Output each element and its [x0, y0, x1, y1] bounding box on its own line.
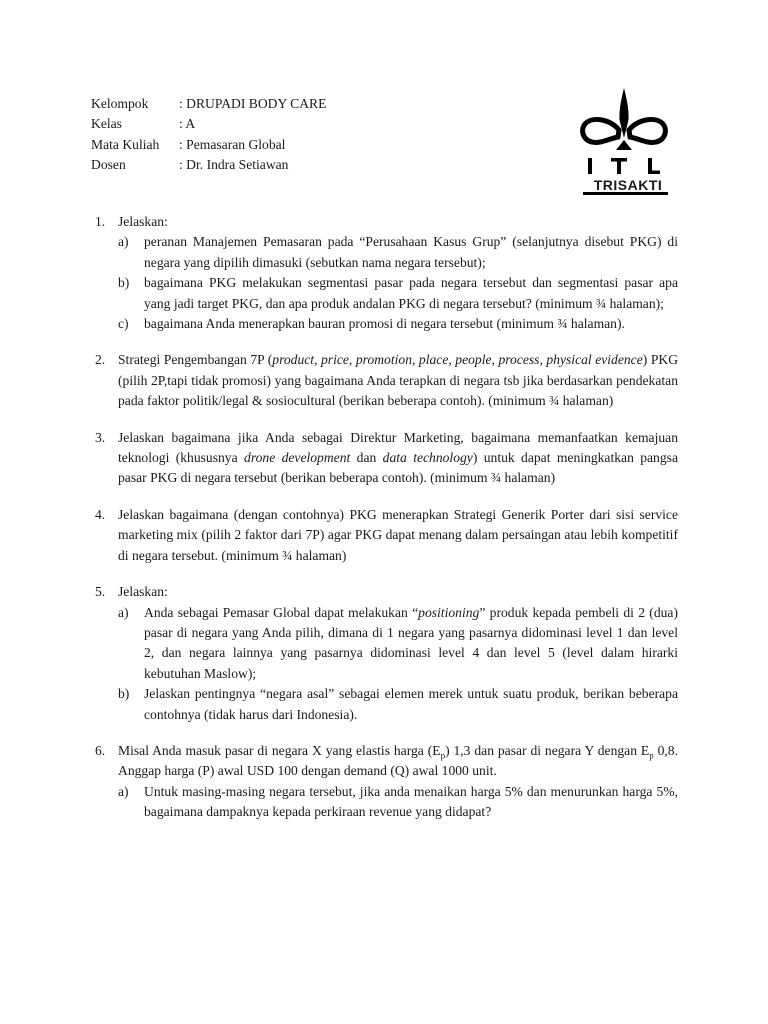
question-text-italic: product, price, promotion, place, people, process, physical evidence — [272, 352, 643, 368]
sub-item-a — [118, 782, 678, 823]
header-value: : Pemasaran Global — [179, 136, 286, 152]
header-value: : A — [179, 116, 196, 132]
question-text: Jelaskan bagaimana (dengan contohnya) PKG menerapkan Strategi Generik Porter dari sisi service marketing mix (pilih 2 faktor dari 7P) agar PKG dapat menang dalam persaingan atau lebih kompetitif di negara tersebut. (minimum ¾ halaman) — [118, 506, 678, 563]
header-row-dosen — [91, 155, 326, 175]
question-number: 6. — [95, 742, 106, 758]
assignment-questions — [95, 212, 678, 839]
question-text-part: 0,8. Anggap harga (P) awal USD 100 dengan demand (Q) awal 1000 unit. — [118, 742, 678, 779]
question-text-italic: data technology — [382, 450, 473, 466]
sub-item-text — [144, 603, 678, 685]
header-label: Mata Kuliah — [91, 136, 160, 152]
question-number: 4. — [95, 506, 106, 522]
sub-item-text-part: ” produk kepada pembeli di 2 (dua) pasar di negara yang Anda pilih, dimana di 1 negara yang pasarnya didominasi level 1 dan level 2, dan negara lainnya yang pasarnya didominasi level 4 dan level 5 (level dalam hirarki kebutuhan Maslow); — [144, 604, 678, 681]
header-row-kelompok — [91, 94, 326, 114]
sub-item-a — [118, 603, 678, 685]
sub-item-b — [118, 684, 678, 725]
question-body — [118, 350, 678, 411]
header-value: : Dr. Indra Setiawan — [179, 157, 289, 173]
question-5 — [95, 582, 678, 725]
sub-item-text-italic: positioning — [418, 604, 480, 620]
sub-item-text: bagaimana Anda menerapkan bauran promosi di negara tersebut (minimum ¾ halaman). — [144, 316, 625, 332]
logo-wordmark: TRISAKTI — [593, 177, 663, 193]
sub-item-letter: a) — [118, 783, 129, 799]
question-number: 2. — [95, 352, 106, 368]
header-info — [91, 94, 326, 176]
question-body — [118, 582, 678, 725]
question-title: Jelaskan: — [118, 214, 168, 229]
question-text: dan — [350, 450, 383, 466]
sub-item-text: Jelaskan pentingnya “negara asal” sebagai elemen merek untuk suatu produk, berikan beberapa contohnya (tidak harus dari Indonesia). — [144, 686, 678, 722]
subscript: p — [440, 750, 446, 761]
question-body — [118, 212, 678, 334]
sub-item-text-part: Anda sebagai Pemasar Global dapat melakukan “ — [144, 604, 419, 620]
sub-item-text: peranan Manajemen Pemasaran pada “Perusahaan Kasus Grup” (selanjutnya disebut PKG) di negara yang dipilih dimasuki (sebutkan nama negara tersebut); — [144, 234, 678, 270]
question-title: Jelaskan: — [118, 584, 168, 600]
sub-item-b — [118, 273, 678, 314]
sub-item-letter: c) — [118, 316, 129, 332]
header-label: Kelompok — [91, 96, 149, 111]
question-text-part: Misal Anda masuk pasar di negara X yang elastis harga (E — [118, 742, 441, 758]
question-text: Jelaskan bagaimana jika Anda sebagai Direktur Marketing, bagaimana memanfaatkan kemajuan teknologi (khususnya — [118, 429, 678, 466]
question-6 — [95, 741, 678, 823]
sub-item-text: Untuk masing-masing negara tersebut, jika anda menaikan harga 5% dan menurunkan harga 5%, bagaimana dampaknya kepada perkiraan revenue yang didapat? — [144, 783, 678, 820]
header-label: Kelas — [91, 116, 122, 132]
sub-item-letter: b) — [118, 275, 130, 291]
question-2 — [95, 350, 678, 411]
sub-item-letter: a) — [118, 234, 129, 250]
question-3 — [95, 428, 678, 489]
header-value: : DRUPADI BODY CARE — [179, 96, 327, 111]
sub-item-c — [118, 314, 678, 334]
sub-item-letter: b) — [118, 686, 130, 702]
question-text-italic: drone development — [244, 450, 351, 466]
sub-item-text: bagaimana PKG melakukan segmentasi pasar pada negara tersebut dan segmentasi pasar apa yang jadi target PKG, dan apa produk andalan PKG di negara tersebut? (minimum ¾ halaman); — [144, 275, 678, 311]
question-text: Strategi Pengembangan 7P ( — [118, 352, 273, 368]
question-number: 3. — [95, 429, 106, 445]
question-1 — [95, 212, 678, 334]
header-row-kelas — [91, 114, 326, 134]
question-text: ) untuk dapat meningkatkan pangsa pasar PKG di negara tersebut (berikan beberapa contoh). (minimum ¾ halaman) — [118, 450, 678, 486]
header-label: Dosen — [91, 157, 126, 173]
question-body — [118, 428, 678, 489]
question-text-part: ) 1,3 dan pasar di negara Y dengan E — [445, 742, 650, 758]
question-4 — [95, 505, 678, 566]
question-text — [118, 741, 678, 782]
sub-item-a — [118, 232, 678, 273]
question-body — [118, 741, 678, 823]
question-number: 1. — [95, 214, 106, 229]
subscript: p — [649, 750, 654, 761]
question-number: 5. — [95, 584, 106, 600]
question-text: ) PKG (pilih 2P,tapi tidak promosi) yang bagaimana Anda terapkan di negara tsb jika berdasarkan pendekatan pada faktor politik/legal & sosiocultural (berikan beberapa contoh). (minimum ¾ halaman) — [118, 352, 679, 409]
sub-item-letter: a) — [118, 604, 129, 620]
header-row-mata-kuliah — [91, 135, 326, 155]
